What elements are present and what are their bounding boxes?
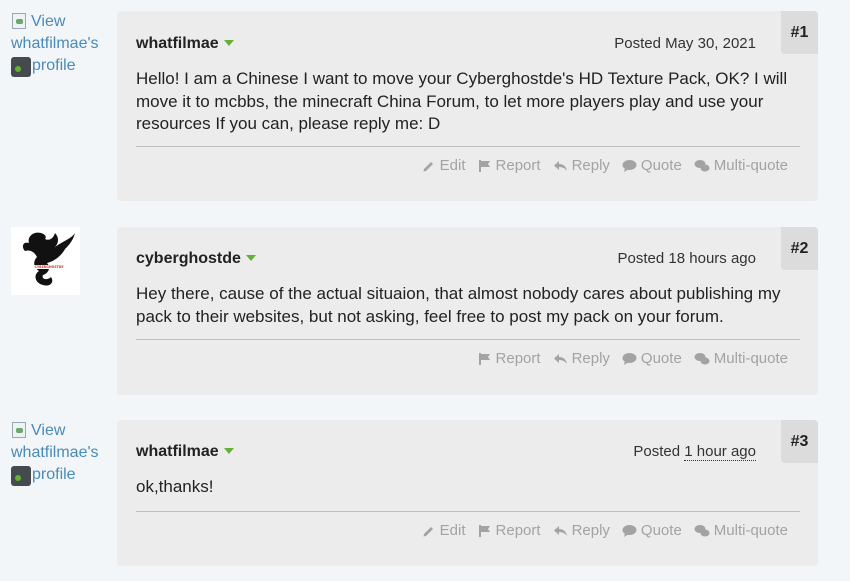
post-actions xyxy=(422,157,788,174)
broken-image-icon xyxy=(11,12,27,28)
author-name[interactable]: cyberghostde xyxy=(136,250,256,268)
avatar-link[interactable] xyxy=(11,420,111,486)
divider xyxy=(136,146,800,147)
post-card xyxy=(117,420,818,566)
divider xyxy=(136,339,800,340)
report-button[interactable]: Report xyxy=(478,522,541,539)
speech-bubble-icon xyxy=(622,159,637,173)
divider xyxy=(136,511,800,512)
post-date: Posted 18 hours ago xyxy=(617,250,756,267)
flag-icon xyxy=(478,352,492,366)
online-status-icon xyxy=(11,466,31,486)
post-actions xyxy=(478,350,788,367)
online-status-icon xyxy=(11,57,31,77)
pencil-icon xyxy=(422,159,436,173)
chevron-down-icon[interactable] xyxy=(224,448,234,454)
post-body: Hey there, cause of the actual situaion, that almost nobody cares about publishing my pack to their websites, but not asking, feel free to post my pack on your forum. xyxy=(136,284,781,326)
reply-button[interactable]: Reply xyxy=(553,522,610,539)
broken-image-icon xyxy=(11,421,27,437)
edit-button[interactable]: Edit xyxy=(422,522,466,539)
logo-text: CYBERGHOSTDE xyxy=(34,265,64,270)
multiquote-button[interactable]: Multi-quote xyxy=(694,522,788,539)
multiquote-button[interactable]: Multi-quote xyxy=(694,157,788,174)
avatar[interactable] xyxy=(11,227,80,295)
author-name[interactable]: whatfilmae xyxy=(136,35,234,53)
chevron-down-icon[interactable] xyxy=(246,255,256,261)
quote-button[interactable]: Quote xyxy=(622,350,682,367)
report-button[interactable]: Report xyxy=(478,350,541,367)
chevron-down-icon[interactable] xyxy=(224,40,234,46)
post-body: ok,thanks! xyxy=(136,477,214,496)
reply-button[interactable]: Reply xyxy=(553,157,610,174)
flag-icon xyxy=(478,159,492,173)
flag-icon xyxy=(478,524,492,538)
multi-bubble-icon xyxy=(694,352,710,366)
speech-bubble-icon xyxy=(622,352,637,366)
reply-button[interactable]: Reply xyxy=(553,350,610,367)
avatar-link[interactable] xyxy=(11,227,111,295)
reply-icon xyxy=(553,524,568,538)
multiquote-button[interactable]: Multi-quote xyxy=(694,350,788,367)
dragon-logo-icon xyxy=(11,227,80,295)
multi-bubble-icon xyxy=(694,524,710,538)
reply-icon xyxy=(553,159,568,173)
post-number[interactable]: #1 xyxy=(781,11,818,54)
post-card xyxy=(117,11,818,201)
quote-button[interactable]: Quote xyxy=(622,522,682,539)
quote-button[interactable]: Quote xyxy=(622,157,682,174)
post-actions xyxy=(422,522,788,539)
broken-avatar-image[interactable]: View whatfilmae's profile xyxy=(11,422,99,483)
post-number[interactable]: #3 xyxy=(781,420,818,463)
avatar-link[interactable] xyxy=(11,11,111,77)
report-button[interactable]: Report xyxy=(478,157,541,174)
post-body: Hello! I am a Chinese I want to move your Cyberghostde's HD Texture Pack, OK? I will move it to mcbbs, the minecraft China Forum, to let more players play and use your resources If you can, please reply me: D xyxy=(136,69,788,133)
author-name[interactable]: whatfilmae xyxy=(136,443,234,461)
post-number[interactable]: #2 xyxy=(781,227,818,270)
multi-bubble-icon xyxy=(694,159,710,173)
post-card xyxy=(117,227,818,395)
broken-avatar-image[interactable]: View whatfilmae's profile xyxy=(11,13,99,74)
speech-bubble-icon xyxy=(622,524,637,538)
pencil-icon xyxy=(422,524,436,538)
post-date: Posted May 30, 2021 xyxy=(614,35,756,52)
reply-icon xyxy=(553,352,568,366)
edit-button[interactable]: Edit xyxy=(422,157,466,174)
post-date: Posted 1 hour ago xyxy=(633,443,756,460)
